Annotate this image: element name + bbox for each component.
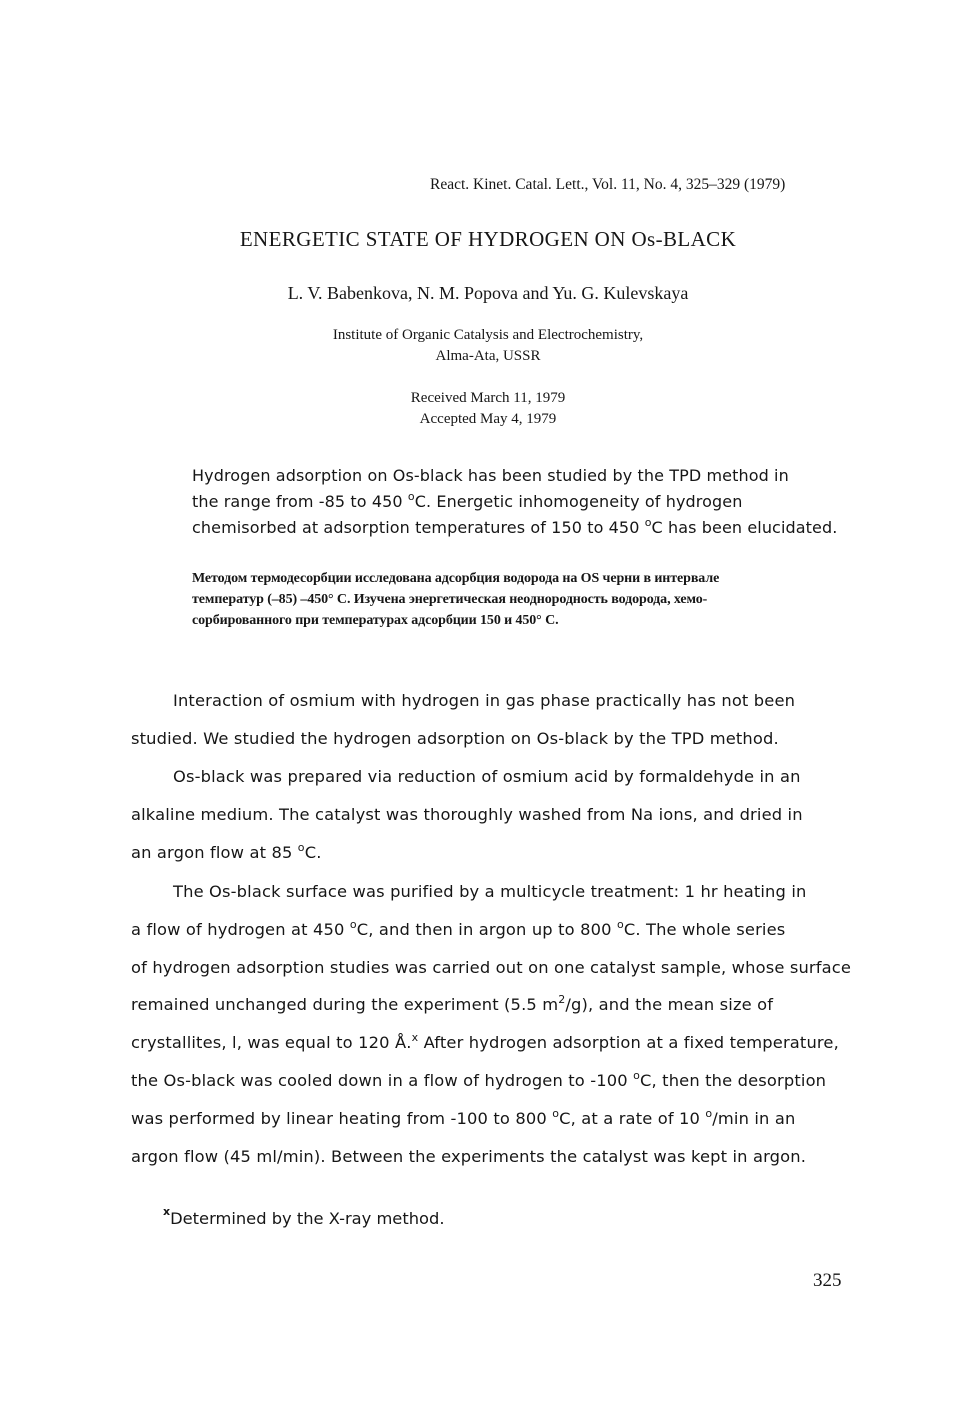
author-list: L. V. Babenkova, N. M. Popova and Yu. G. Kulevskaya	[287, 283, 689, 303]
body-line: the Os-black was cooled down in a flow of hydrogen to -100 $^o$C, then the desorption	[131, 1069, 827, 1090]
degree-mark: o	[297, 841, 305, 854]
degree-mark: o	[705, 1107, 713, 1120]
journal-reference: React. Kinet. Catal. Lett., Vol. 11, No. 4, 325–329 (1979)	[430, 176, 786, 193]
degree-mark: o	[644, 516, 652, 529]
page-number: 325	[813, 1270, 842, 1291]
degree-mark: o	[616, 918, 624, 931]
affiliation-line-1: Institute of Organic Catalysis and Electrochemistry,	[332, 327, 644, 343]
body-line: Interaction of osmium with hydrogen in gas phase practically has not been	[173, 691, 796, 710]
degree-mark: o	[349, 918, 357, 931]
body-line: crystallites, l, was equal to 120 Å.$^x$ After hydrogen adsorption at a fixed temperature,	[131, 1031, 839, 1052]
received-date: Received March 11, 1979	[410, 390, 566, 406]
degree-mark: o	[633, 1069, 641, 1082]
body-line: alkaline medium. The catalyst was thoroughly washed from Na ions, and dried in	[131, 805, 803, 824]
degree-mark: o	[552, 1107, 560, 1120]
body-line: a flow of hydrogen at 450 $^o$C, and then in argon up to 800 $^o$C. The whole series	[131, 918, 786, 939]
accepted-date: Accepted May 4, 1979	[419, 411, 557, 427]
body-line: was performed by linear heating from -100 to 800 $^o$C, at a rate of 10 $^o$/min in an	[131, 1107, 796, 1128]
body-line: argon flow (45 ml/min). Between the experiments the catalyst was kept in argon.	[131, 1147, 807, 1166]
body-line: an argon flow at 85 $^o$C.	[131, 841, 322, 862]
abstract-line: Hydrogen adsorption on Os-black has been studied by the TPD method in	[192, 466, 789, 485]
body-line: The Os-black surface was purified by a multicycle treatment: 1 hr heating in	[173, 882, 807, 901]
abstract-ru-line: температур (–85) –450° C. Изучена энергетическая неоднородность водорода, хемо-	[192, 592, 708, 607]
degree-mark: o	[407, 490, 415, 503]
footnote-mark: x	[163, 1205, 171, 1218]
abstract-ru-line: Методом термодесорбции исследована адсорбция водорода на OS черни в интервале	[192, 571, 720, 586]
body-line: of hydrogen adsorption studies was carried out on one catalyst sample, whose surface	[131, 958, 852, 977]
body-line: remained unchanged during the experiment (5.5 $m^2/g$), and the mean size of	[131, 993, 774, 1014]
abstract-line: chemisorbed at adsorption temperatures of 150 to 450 $^o$C has been elucidated.	[192, 516, 838, 537]
squared-mark: 2	[558, 993, 566, 1006]
affiliation	[0, 325, 976, 367]
footnote-reference: x	[411, 1031, 419, 1044]
paper-title: ENERGETIC STATE OF HYDROGEN ON Os-BLACK	[239, 227, 737, 251]
abstract-ru-line: сорбированного при температурах адсорбции 150 и 450° C.	[192, 613, 559, 628]
body-line: studied. We studied the hydrogen adsorption on Os-black by the TPD method.	[131, 729, 779, 748]
body-line: Os-black was prepared via reduction of osmium acid by formaldehyde in an	[173, 767, 801, 786]
affiliation-line-2: Alma-Ata, USSR	[435, 348, 541, 364]
abstract-line: the range from -85 to 450 $^o$C. Energetic inhomogeneity of hydrogen	[192, 490, 743, 511]
footnote: $^x$Determined by the X-ray method.	[163, 1205, 445, 1228]
submission-dates	[0, 388, 976, 430]
